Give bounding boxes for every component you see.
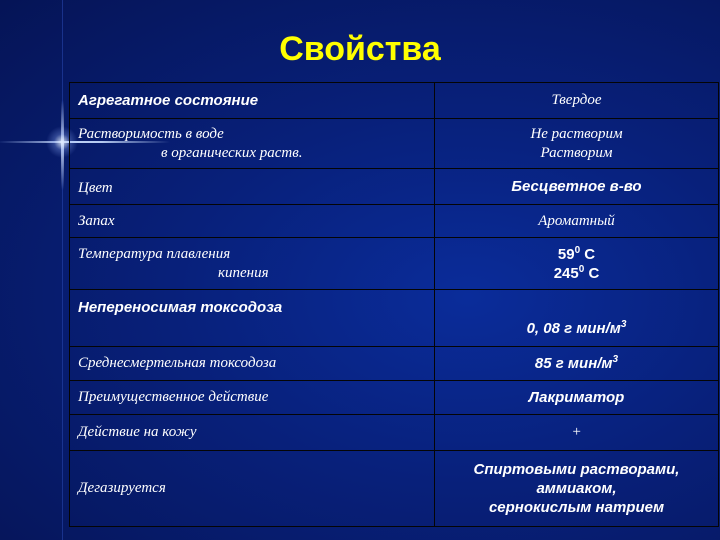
table-row: [70, 347, 719, 381]
decorative-vertical-line: [62, 0, 63, 540]
value-number: 59: [557, 245, 575, 263]
property-name-line: в органических раств.: [161, 144, 303, 161]
table-row: [70, 83, 719, 119]
property-name: Цвет: [70, 169, 435, 205]
table-row: [70, 290, 719, 347]
property-name: Действие на кожу: [70, 415, 435, 451]
property-name: Среднесмертельная токсодоза: [70, 347, 435, 381]
degree-sup: 0: [578, 263, 585, 275]
property-value: [435, 451, 719, 527]
value-main: 85 г мин/м: [534, 355, 613, 372]
property-value: [435, 238, 719, 290]
value-number: 245: [553, 264, 579, 282]
property-value-line: [443, 264, 710, 283]
property-name: [70, 238, 435, 290]
table-row: [70, 381, 719, 415]
property-name-line: Растворимость в воде: [78, 125, 224, 142]
property-name: [70, 119, 435, 169]
property-value: [435, 347, 719, 381]
property-value: [435, 290, 719, 347]
property-value: [435, 119, 719, 169]
property-value: Бесцветное в-во: [435, 169, 719, 205]
property-name: Непереносимая токсодоза: [70, 290, 435, 347]
table-row: [70, 169, 719, 205]
property-value-line: Не растворим: [530, 125, 623, 142]
property-name: Преимущественное действие: [70, 381, 435, 415]
table-row: [70, 119, 719, 169]
property-value: Ароматный: [435, 205, 719, 238]
value-unit: С: [580, 245, 596, 263]
slide-title: Свойства: [279, 30, 441, 68]
table-row: [70, 238, 719, 290]
table-row: [70, 205, 719, 238]
properties-table: [69, 82, 719, 527]
property-value: Твердое: [435, 83, 719, 119]
unit-sup: 3: [612, 354, 619, 365]
value-main: 0, 08 г мин/м: [526, 320, 621, 337]
degree-sup: 0: [574, 244, 581, 256]
property-name-line: Температура плавления: [78, 245, 231, 262]
unit-sup: 3: [620, 319, 627, 330]
property-value: +: [435, 415, 719, 451]
property-name: Дегазируется: [70, 451, 435, 527]
table-row: [70, 415, 719, 451]
property-value-line: аммиаком,: [536, 480, 617, 497]
property-value-line: сернокислым натрием: [488, 499, 665, 516]
property-value: Лакриматор: [435, 381, 719, 415]
table-row: [70, 451, 719, 527]
value-unit: С: [584, 264, 600, 282]
property-name-line: кипения: [218, 264, 269, 281]
property-name: Запах: [70, 205, 435, 238]
property-value-line: Спиртовыми растворами,: [473, 461, 680, 478]
property-name: Агрегатное состояние: [70, 83, 435, 119]
property-value-line: [443, 245, 710, 264]
property-value-line: Растворим: [540, 144, 613, 161]
